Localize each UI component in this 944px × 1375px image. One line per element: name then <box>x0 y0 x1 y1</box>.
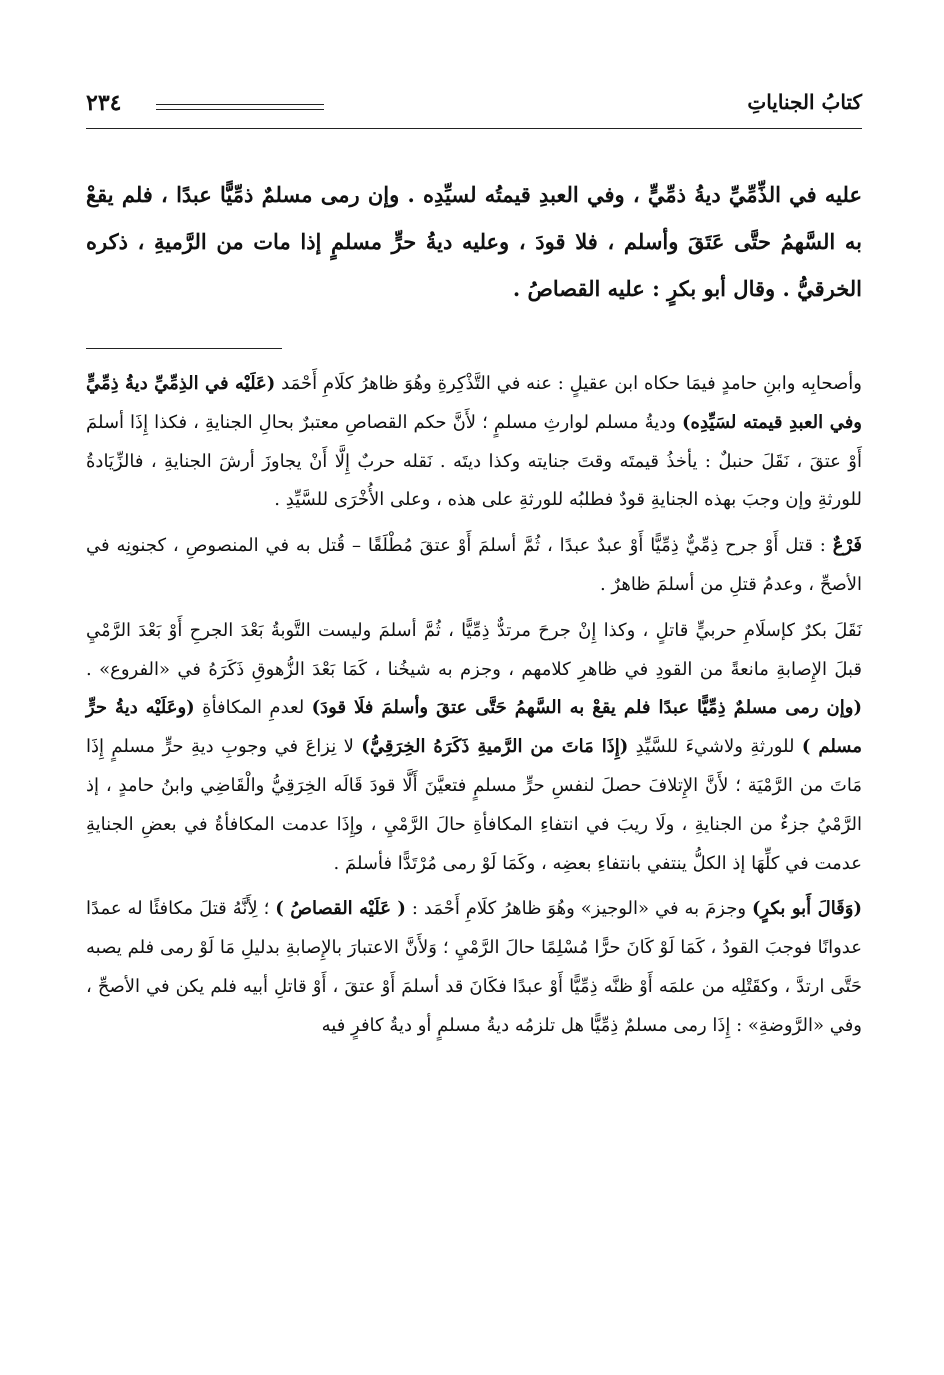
page-header <box>86 84 862 129</box>
quoted-matn-segment: (عَلَيْه في الذِمِّيِّ ديةُ ذِمِّيٍّ وفي العبدِ قيمته لسَيِّدِه) <box>86 373 862 433</box>
quoted-matn-segment: (وعَلَيْه ديةُ حرٍّ مسلم ) <box>86 697 862 758</box>
quoted-matn-segment: فَرْعٌ <box>832 535 862 557</box>
commentary-segment: وأصحابِه وابنِ حامدٍ فيمَا حكاه ابن عقيلٍ : عنه في التَّذْكِرةِ وهُوَ ظاهرُ كلَامِ أَحْمَد <box>275 373 863 394</box>
commentary-segment: وديةُ مسلم لوارثِ مسلمٍ ؛ لأَنَّ حكم القصاصِ معتبرٌ بحالِ الجنايةِ ، فكذا إِذَا أسلمَ أَوْ عتقَ ، نَقَلَ حنبلٌ : يأخذُ قيمتَه وقتَ جنايته وكذا ديتَه . نَقله حربٌ إِلَّا أَنْ يجاوزَ أرشَ الجنايةِ ، فالزِّيَادةُ للورثةِ وإن وجبَ بهذه الجنايةِ قودٌ فطلبُه للورثةِ على هذه ، وعلى الأُخْرَى للسَّيِّدِ . <box>86 411 862 511</box>
commentary-segment: لعدمِ المكافأةِ <box>194 697 312 719</box>
commentary-segment: وجزمَ به في «الوجيز» وهُوَ ظاهرُ كلَامِ أَحْمَد : <box>405 898 752 920</box>
running-title: كتابُ الجناياتِ <box>747 90 862 114</box>
book-page <box>86 84 862 1053</box>
commentary-paragraph <box>86 890 862 1045</box>
commentary <box>86 365 862 1046</box>
main-text: عليه في الذِّمِّيِّ ديةُ ذمِّيٍّ ، وفي العبدِ قيمتُه لسيِّدِه . وإن رمى مسلمٌ ذمِّيًّا عبدًا ، فلم يقعْ به السَّهمُ حتَّى عَتَقَ وأسلم ، فلا قودَ ، وعليه ديةُ حرٍّ مسلمٍ إذا مات من الرَّميةِ ، ذكره الخرقيُّ . وقال أبو بكرٍ : عليه القصاصُ . <box>86 182 862 301</box>
quoted-matn-segment: ( عَلَيْه القصاصُ ) <box>275 898 406 920</box>
commentary-segment: ؛ لِأَنَّهُ قتلَ مكافئًا له عمدًا عدوانًا فوجبَ القودُ ، كَمَا لَوْ كَانَ حرًّا مُسْلِمًا حالَ الرَّمْيِ ؛ وَلأَنَّ الاعتبارَ بالإِصابةِ بدليلِ مَا لَوْ رمى فلم يصبه حَتَّى ارتدَّ ، وكقَتْلِه من علمَه أَوْ ظنَّه ذِمِّيًّا أَوْ عبدًا فكَانَ قد أسلمَ أَوْ عتقَ ، أَوْ قاتلِ أبيه فلم يكن في الأصحِّ ، وفي «الرَّوضةِ» : إِذَا رمى مسلمٌ ذِمِّيًّا هل تلزمُه ديةُ مسلمٍ أو ديةُ كافرٍ فيه <box>86 898 862 1036</box>
commentary-segment: للورثةِ ولاشيءَ للسَّيِّدِ <box>628 736 802 758</box>
quoted-matn-segment: (وَقَالَ أَبو بكرٍ) <box>751 898 862 920</box>
page-number: ٢٣٤ <box>86 90 122 116</box>
footnote-separator <box>86 348 282 349</box>
commentary-paragraph <box>86 527 862 605</box>
commentary-segment: نَقَلَ بكرٌ كإسلَامِ حربيٍّ قاتلٍ ، وكذا إِنْ جرحَ مرتدٌّ ذِمِّيًّا ، ثُمَّ أسلمَ وليست التَّوبةُ بَعْدَ الجرحِ أَوْ بَعْدَ الرَّمْيِ قبلَ الإِصابةِ مانعةً من القودِ في ظاهرِ كلامهم ، وجزم به شيخُنا ، كَمَا بَعْدَ الزُّهوقِ ذَكَرَهُ في «الفروع» . <box>86 619 862 680</box>
quoted-matn-segment: (إِذَا مَاتَ من الرَّميةِ ذَكَرَهُ الخِرَقِيُّ) <box>361 736 629 758</box>
commentary-segment: : قتل أَوْ جرح ذِمِّيٌّ ذِمِّيًّا أَوْ عبدٌ عبدًا ، ثُمَّ أسلمَ أَوْ عتقَ مُطْلَقًا – قُتل به في المنصوصِ ، كجنونِه في الأصحِّ ، وعدمُ قتلِ من أسلمَ ظاهرٌ . <box>86 535 862 595</box>
commentary-paragraph <box>86 612 862 884</box>
quoted-matn-segment: (وإن رمى مسلمٌ ذِمِّيًّا عبدًا فلم يقعْ به السَّهمُ حَتَّى عتقَ وأسلمَ فلَا قودَ) <box>311 697 862 719</box>
commentary-paragraph <box>86 365 862 520</box>
commentary-segment: لا نِزاعَ في وجوبِ ديةِ حرٍّ مسلمٍ إِذَا مَاتَ من الرَّمْيَة ؛ لأَنَّ الإِتلافَ حصلَ لنفسِ حرٍّ مسلمٍ فتعيَّنَ أَلَّا قودَ قَالَه الخِرَقِيُّ والْقَاضِي وابنُ حامدٍ ، إذ الرَّمْيُ جزءٌ من الجنايةِ ، ولَا ريبَ في انتفاءِ المكافأةِ حالَ الرَّمْيِ ، وإِذَا عدمت المكافأةُ في بعضِ الجنايةِ عدمت في كلِّهَا إذ الكلُّ ينتفي بانتفاءِ بعضِه ، وكَمَا لَوْ رمى مُرْتَدًّا فأسلمَ . <box>86 736 862 874</box>
header-ornament-rule <box>156 104 324 110</box>
